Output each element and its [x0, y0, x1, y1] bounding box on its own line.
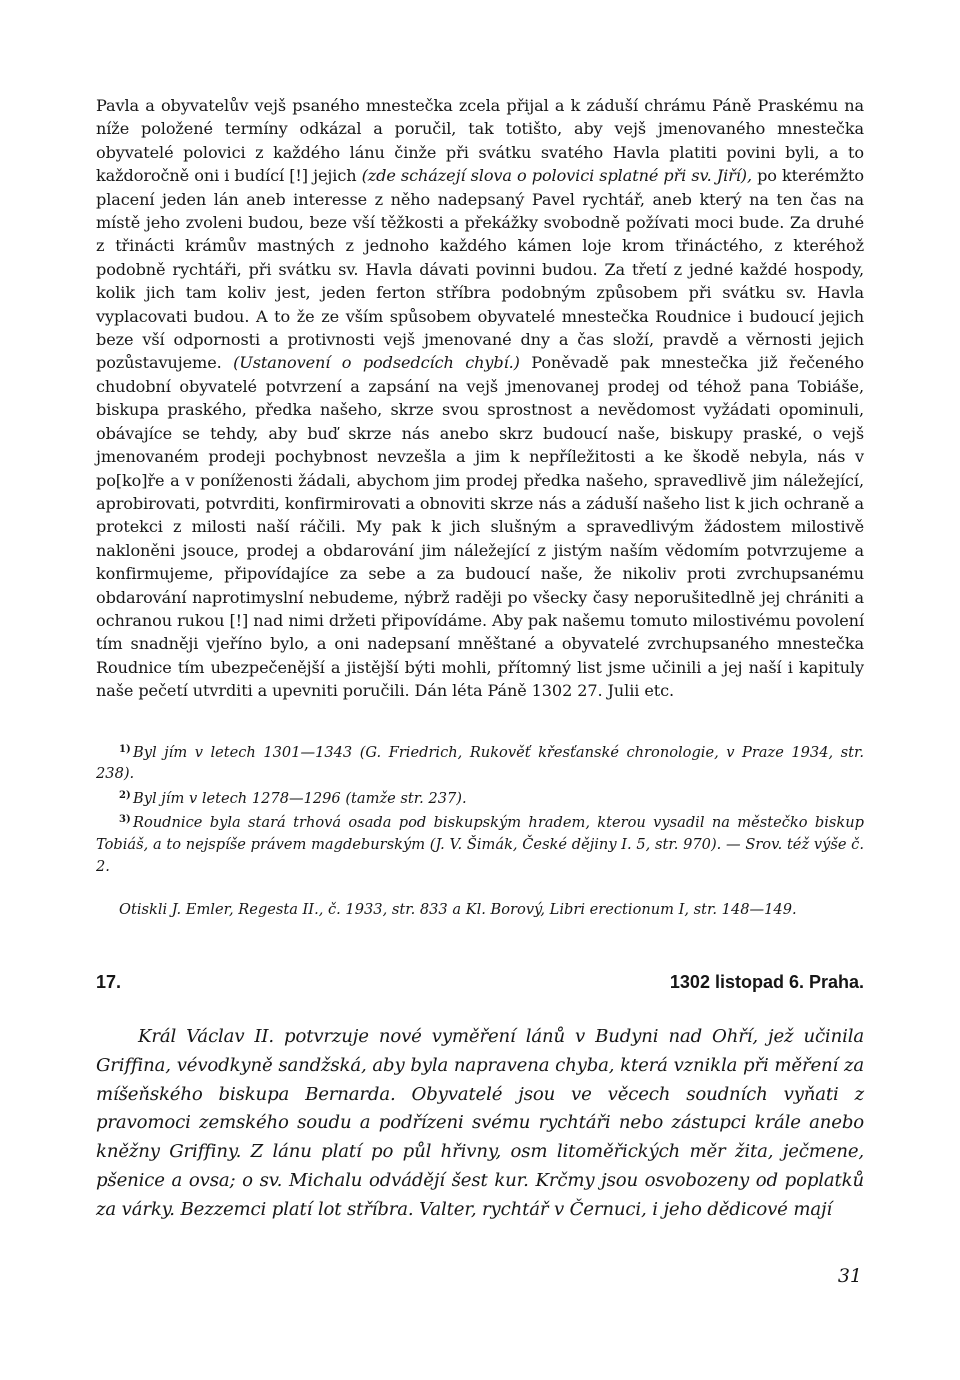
footnote-marker: 2) [119, 789, 131, 801]
footnotes [96, 739, 864, 921]
footnote-marker: 3) [119, 814, 131, 826]
document-date-place: 1302 listopad 6. Praha. [669, 971, 864, 992]
main-text-part-3: Poněvadě pak mnestečka již řečeného chudobní obyvatelé potvrzení a zapsání na vejš jmenovanej prodej od téhož pana Tobiáše, biskupa praského, předka našeho, skrze svou sprostnost a nevědomost vyžádati opominuli, obávajíce se tehdy, aby buď skrze nás anebo skrz budoucí naše, biskupy praské, o vejš jmenovaném prodeji pochybnost nevzešla a jim k nepříležitosti a ke škodě nebyla, nás v po[ko]ře a v poníženosti žádali, abychom jim prodej předka našeho, spravedlivě jim náležející, aprobirovati, potvrditi, konfirmirovati a obnoviti skrze nás a záduší našeho list k jich ochraně a protekci z milosti naší ráčili. My pak k jich slušným a spravedlivým žádostem milostivě nakloněni jsouce, prodej a obdarování jim náležející z jistým naším vědomím potvrzujeme a konfirmujeme, připovídajíce za sebe a za budoucí naše, že nikoliv proti zvrchupsanému obdarování naprotimyslní nebudeme, nýbrž raději po všecky časy neporušitedlně jej chrániti a ochranou rukou [!] nad nimi držeti připovídáme. Aby pak našemu tomuto milostivému povolení tím snadněji vjeříno bylo, a oni nadepsaní mněštané a obyvatelé zvrchupsaného mnestečka Roudnice tím ubezpečenější a jistější býti mohli, přítomný list jsme učinili a jej naší i kapituly naše pečetí utvrditi a upevniti poručili. Dán léta Páně 1302 27. Julii etc. [96, 353, 864, 701]
footnote-text: Byl jím v letech 1278—1296 (tamže str. 237). [133, 789, 467, 807]
regest-summary [96, 1023, 864, 1225]
footnote-text: Byl jím v letech 1301—1343 (G. Friedrich, Rukověť křesťanské chronologie, v Praze 1934, str. 238). [96, 743, 864, 783]
editorial-note-missing-provision: (Ustanovení o podsedcích chybí.) [233, 353, 520, 373]
main-text-part-2: po kterémžto placení jeden lán aneb interesse z něho nadepsaný Pavel rychtář, aneb který na ten čas na místě jeho zvoleni budou, beze vší těžkosti a překážky svobodně požívati moci bude. Za druhé z třinácti krámův mastných z jednoho každého kámen loje krom třináctého, z kteréhož podobně rychtáři, při svátku sv. Havla dávati povinni budou. Za třetí z jedné každé hospody, kolik jich tam koliv jest, jeden ferton stříbra podobným způsobem při svátku sv. Havla vyplacovati budou. A to že ze vším spůsobem obyvatelé mnestečka Roudnice i budoucí jejich beze vší odpornosti a protivnosti vejš jmenované dny a čas složí, pravdě a věrnosti jejich pozůstavujeme. [96, 166, 864, 373]
main-text [96, 94, 864, 703]
main-text-part-1: Pavla a obyvatelův vejš psaného mnestečka zcela přijal a k záduší chrámu Páně Praskému na níže položené termíny odkázal a poručil, tak totišto, aby vejš jmenovaného mnestečka obyvatelé polovici z každého lánu činže při svátku svatého Havla platiti povini byli, a to každoročně oni i budící [!] jejich [96, 96, 864, 186]
footnote-text: Roudnice byla stará trhová osada pod biskupským hradem, kterou vysadil na městečko biskup Tobiáš, a to nejspíše právem magdeburským (J. V. Šimák, České dějiny I. 5, str. 970). — Srov. též výše č. 2. [96, 814, 864, 875]
document-number: 17. [96, 971, 122, 992]
footnote-marker: 1) [119, 743, 131, 755]
editorial-note-missing-words: (zde scházejí slova o polovici splatné při sv. Jiří), [361, 166, 752, 186]
main-paragraph [96, 94, 864, 703]
regest-text: Král Václav II. potvrzuje nové vyměření lánů v Budyni nad Ohří, jež učinila Griffina, vévodkyně sandžská, aby byla napravena chyba, která vznikla při měření za míšeňského biskupa Bernarda. Obyvatelé jsou ve věcech soudních vyňati z pravomoci zemského soudu a podřízeni svému rychtáři nebo zástupci krále anebo kněžny Griffiny. Z lánu platí po půl hřivny, osm litoměřických měr žita, ječmene, pšenice a ovsa; o sv. Michalu odvádějí šest kur. Krčmy jsou osvobozeny od poplatků za várky. Bezzemci platí lot stříbra. Valter, rychtář v Černuci, i jeho dědicové mají [96, 1025, 864, 1221]
footnote-2 [96, 785, 864, 810]
footnote-3 [96, 809, 864, 877]
edition-note: Otiskli J. Emler, Regesta II., č. 1933, str. 833 a Kl. Borový, Libri erectionum I, str. 148—149. [119, 901, 797, 919]
book-page [96, 94, 864, 1225]
document-header [96, 971, 864, 993]
page-number: 31 [837, 1265, 862, 1287]
footnote-1 [96, 739, 864, 785]
